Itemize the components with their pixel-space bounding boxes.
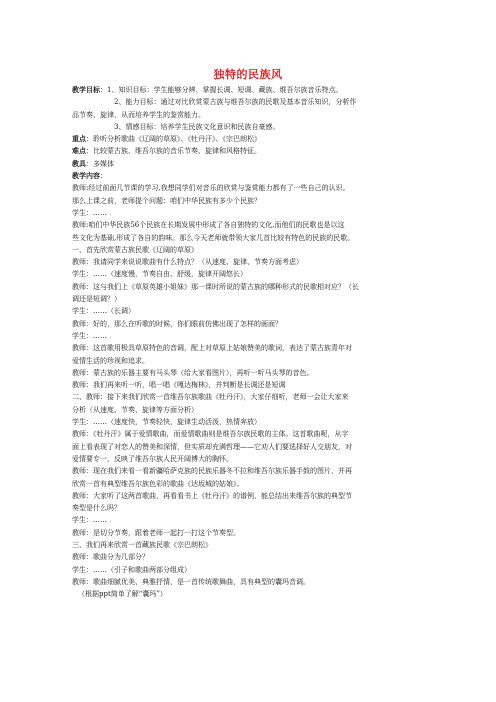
text-line [72,109,424,121]
section-label: 重点 [72,135,86,144]
line-text: 教师：好的，那么在听歌的时候，你们眼前仿佛出现了怎样的画面？ [72,319,282,328]
line-text: 三、我们再来欣赏一首藏族民歌《宗巴朗松》 [72,540,212,549]
line-text: 学生：…… [72,208,107,217]
section-label: 教学内容 [72,172,100,181]
line-text: 爱情生活的珍视和追求。 [72,356,149,365]
line-text: 那么上课之前，老师提个问题：咱们中华民族有多少个民族？ [72,196,261,205]
line-text: 多媒体 [93,159,114,168]
label-separator: ： [86,135,93,144]
line-text: 教师：《牡丹汗》属于爱情歌曲，而爱情歌曲则是维吾尔族民歌的主体。这首歌曲呢，从字 [72,430,349,439]
line-text: 3、情感目标：培养学生民族文化意识和民族自豪感。 [114,122,280,131]
line-text: 教师:经过前面几节课的学习,我想同学们对音乐的欣赏与鉴赏能力都有了一些自己的认识。 [72,184,350,193]
line-text: 些文化为基础,形成了各自的韵味。那么今天老师就带领大家几首比较有特色的民族的民歌。 [72,233,355,242]
line-text: 学生：…… [72,516,107,525]
line-text: 奏型是什么吗？ [72,504,121,513]
line-text: 教师：大家听了这两首歌曲，再看看书上《牡丹汗》的谱例，能总结出来维吾尔族的典型节 [72,491,352,500]
text-line [72,170,424,182]
text-line [72,96,424,108]
text-line [72,256,424,268]
text-line [72,453,424,465]
text-line [72,539,424,551]
text-line [72,195,424,207]
line-text: 教师：我们再来听一听，唱一唱《嘎达梅林》，并判断是长调还是短调 [72,381,286,390]
text-line [72,527,424,539]
text-line [72,145,424,157]
text-line [72,318,424,330]
line-text: 爱情要专一，反映了维吾尔族人民开阔博大的胸怀。 [72,454,233,463]
line-text: 比较蒙古族、维吾尔族的音乐节奏、旋律和风格特征。 [93,147,261,156]
text-line [72,490,424,502]
text-line [72,588,424,600]
text-line [72,564,424,576]
line-text: 二、教师：接下来我们欣赏一首维吾尔族歌曲《牡丹汗》，大家仔细听，老师一会让大家来 [72,393,349,402]
document-title: 独特的民族风 [213,68,283,81]
label-separator: ： [100,172,107,181]
line-text: 2、能力目标：通过对比欣赏蒙古族与维吾尔族的民歌及基本音乐知识，分析作 [114,98,357,107]
text-line [72,576,424,588]
line-text: 面上看表现了对恋人的赞美和深情，但实质却充满哲理——它劝人们要选择好人交朋友，对 [72,442,352,451]
line-text: 品节奏、旋律，从而培养学生的鉴赏能力。 [72,110,205,119]
line-text: 学生：……（长调） [72,307,135,316]
text-line [72,441,424,453]
document-body [72,84,424,600]
text-line [72,305,424,317]
line-text: 教师：歌曲分为几部分？ [72,553,149,562]
text-line [72,355,424,367]
section-label: 教学目标 [72,86,100,94]
text-line [72,551,424,563]
line-text: 教师：现在我们来看一看新疆哈萨克族的民族乐器冬不拉和维吾尔族乐器手鼓的图片，并再 [72,467,352,476]
line-text: 教师：歌曲细腻优美、典雅抒情，是一首传统歌舞曲，具有典型的囊玛音调。 [72,577,310,586]
text-line [72,478,424,490]
line-text: 教师:咱们中华民族56个民族在长期发展中形成了各自独特的文化,而他们的民歌也是以这 [72,221,345,230]
text-line [72,367,424,379]
text-line [72,342,424,354]
line-text: 教师：蒙古族的乐器主要有马头琴（给大家看图片），再听一听马头琴的音色。 [72,368,314,377]
line-text: 1、知识目标：学生能够分辨、掌握长调、短调、藏族、维吾尔族音乐特点。 [107,86,343,94]
text-line [72,416,424,428]
text-line [72,330,424,342]
line-text: 教师：我请同学来说说歌曲有什么特点？（从速度、旋律、节奏方面考虑） [72,258,303,267]
text-line [72,391,424,403]
text-line [72,244,424,256]
line-text: 聆听分析歌曲《辽阔的草原》、《牡丹汗》、《宗巴朗松》 [93,135,261,144]
text-line [72,84,424,96]
label-separator: ： [86,147,93,156]
label-separator: ： [86,159,93,168]
line-text: 教师：这与我们上《草原英雄小姐妹》那一课时所说的蒙古族的哪种形式的民歌相对应？（长 [72,282,359,291]
text-line [72,133,424,145]
text-line [72,502,424,514]
text-line [72,232,424,244]
text-line [72,207,424,219]
line-text: 调还是短调？） [72,295,121,304]
line-text: 学生：…… [72,331,107,340]
line-text: 一、首先欣赏蒙古族民歌《辽阔的草原》 [72,245,198,254]
text-line [72,379,424,391]
text-line [72,514,424,526]
line-text: 学生：……（速度慢，节奏自由、舒缓，旋律开阔悠长） [72,270,247,279]
line-text: 教师：这首歌用极具草原特色的音调，配上对草原上姑娘赞美的歌词，表达了蒙古族青年对 [72,344,352,353]
text-line [72,158,424,170]
text-line [72,121,424,133]
line-text: 教师：是切分节奏，跟着老师一起打一打这个节奏型。 [72,528,240,537]
text-line [72,182,424,194]
line-text: 分析（从速度、节奏、旋律等方面分析） [72,405,198,414]
section-label: 难点 [72,147,86,156]
text-line [72,219,424,231]
text-line [72,293,424,305]
section-label: 教具 [72,159,86,168]
label-separator: ： [100,86,107,94]
line-text: 学生：……（速度快，节奏轻快，旋律生动活泼，热情奔放） [72,418,261,427]
line-text: 欣赏一首有典型维吾尔族色彩的歌曲《达坂城的姑娘》。 [72,479,244,488]
text-line [72,281,424,293]
line-text: 学生：……（引子和歌曲两部分组成） [72,565,191,574]
line-text: （根据ppt简单了解“囊玛”） [78,590,167,599]
text-line [72,465,424,477]
text-line [72,428,424,440]
text-line [72,268,424,280]
text-line [72,404,424,416]
